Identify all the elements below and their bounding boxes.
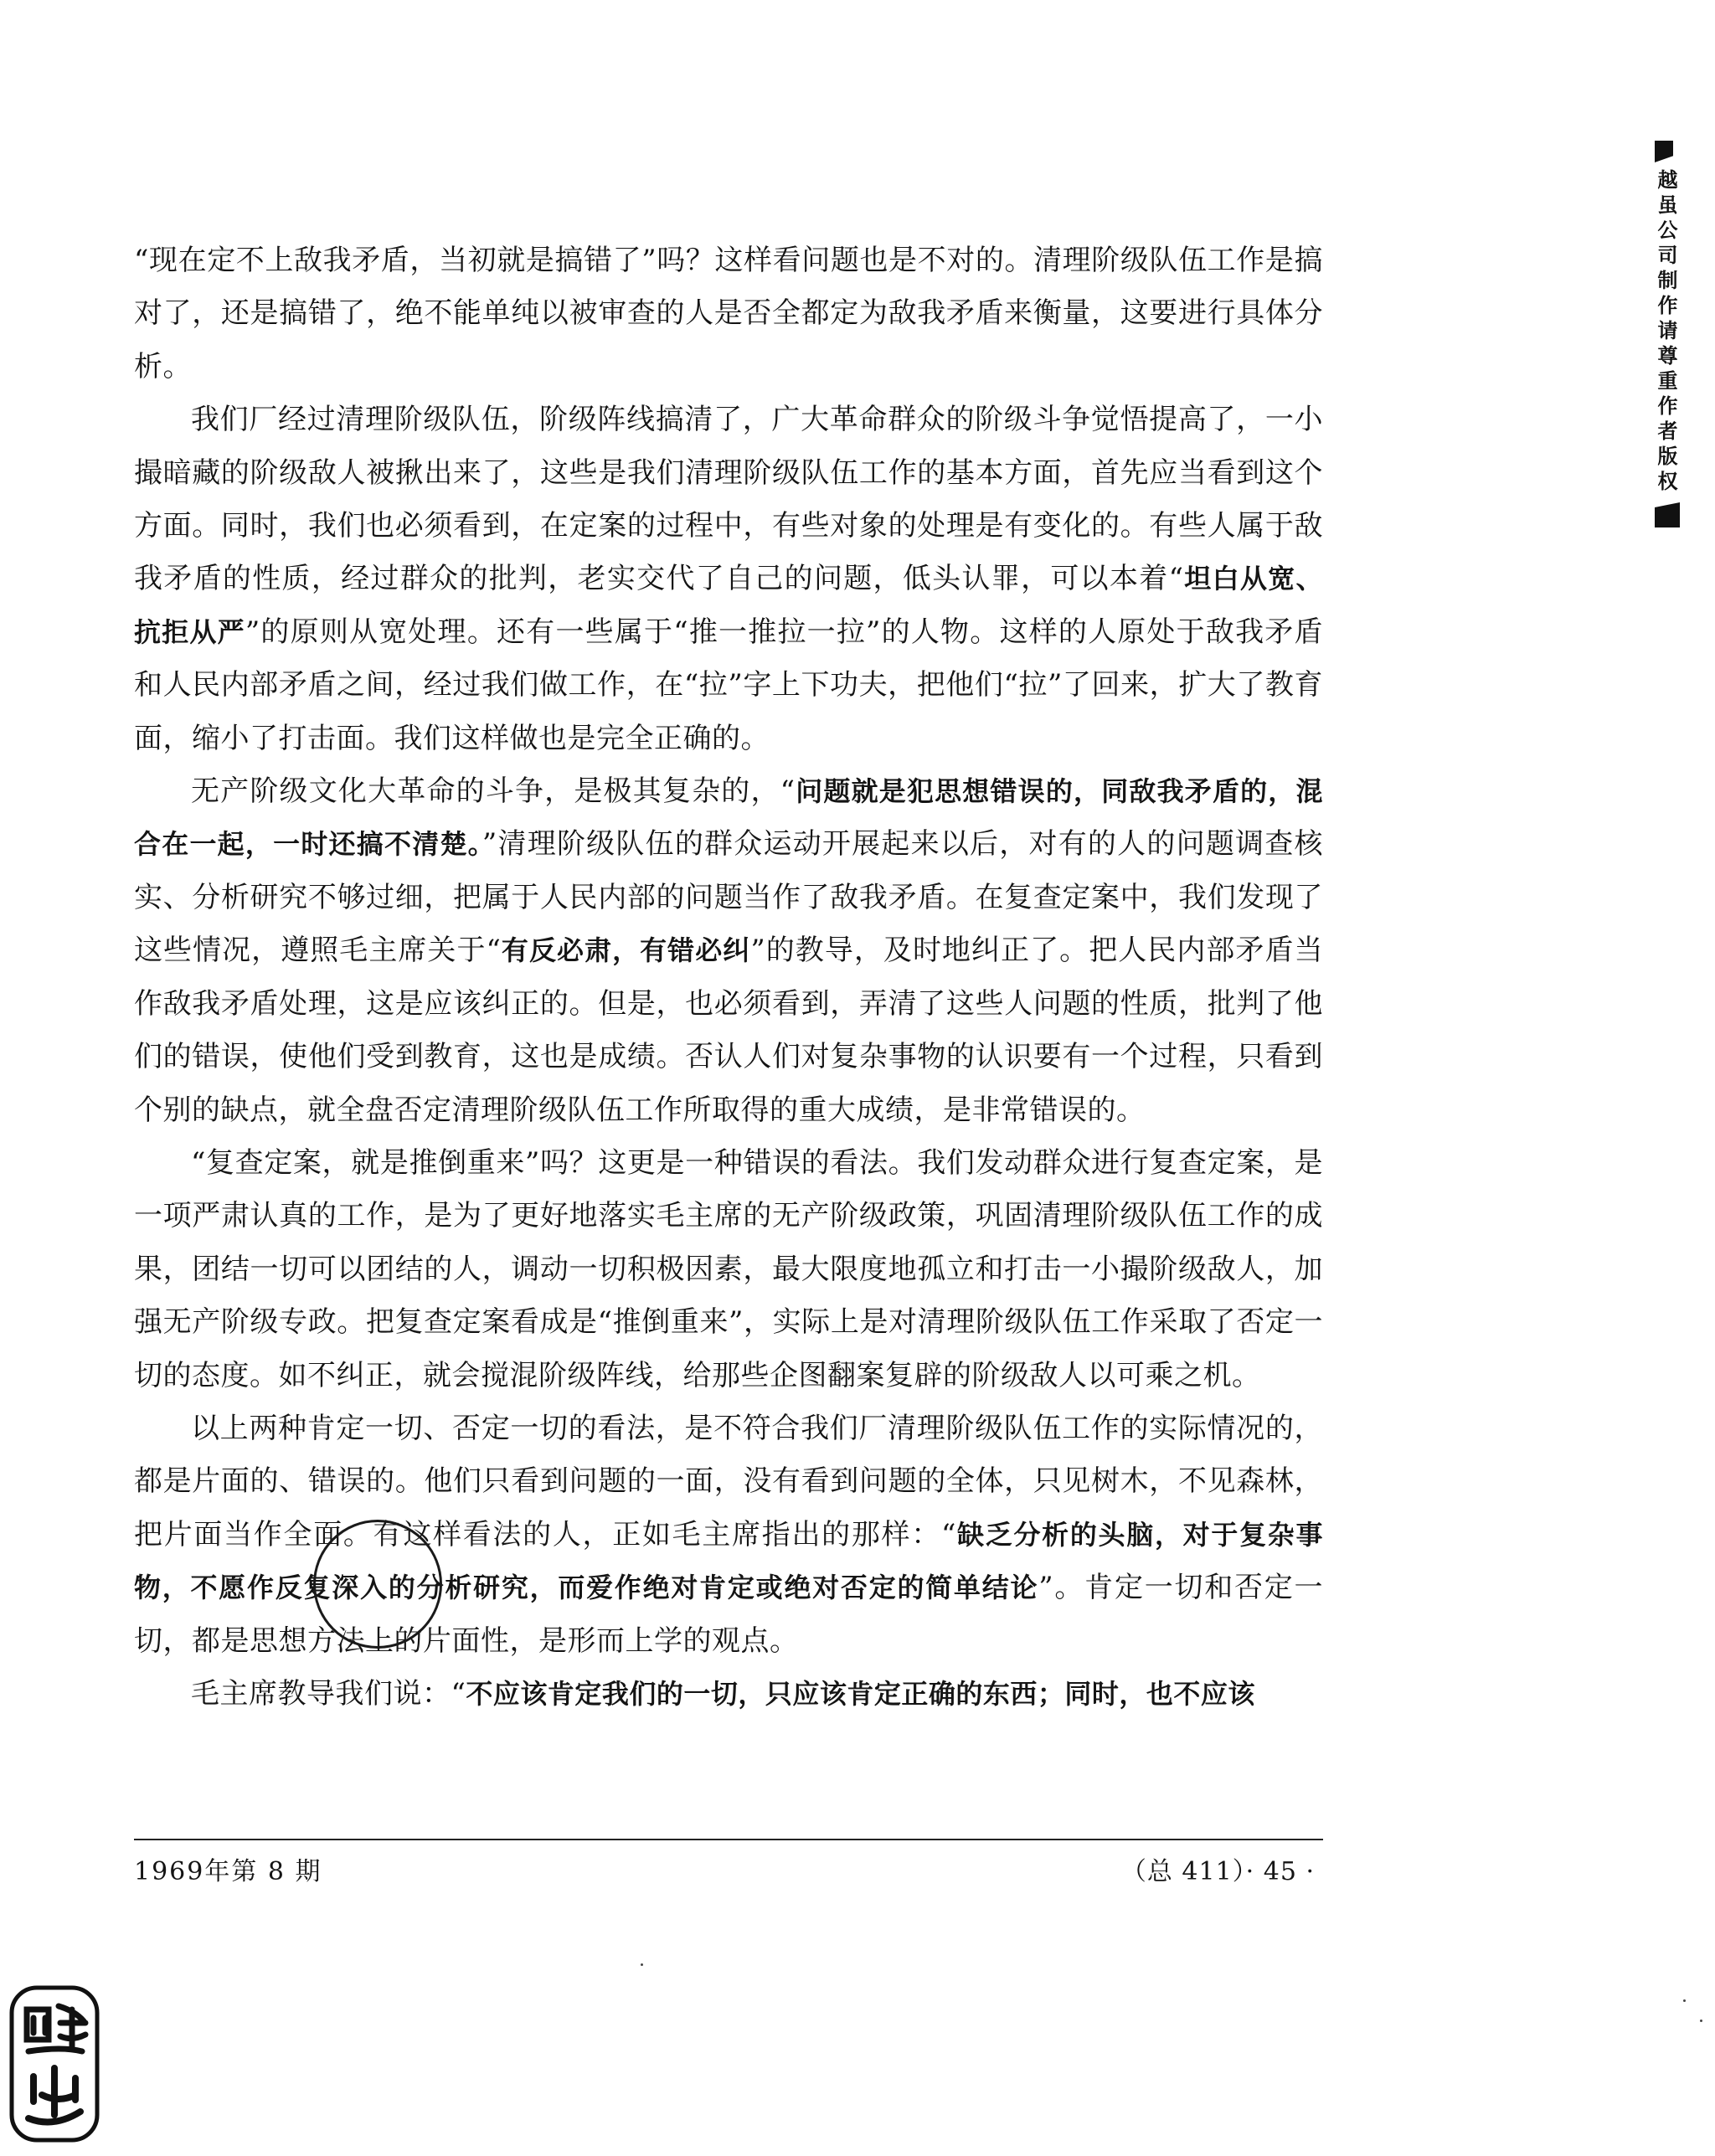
paragraph-text: 我们厂经过清理阶级队伍，阶级阵线搞清了，广大革命群众的阶级斗争觉悟提高了，一小撮暗藏的阶级敌人被揪出来了，这些是我们清理阶级队伍工作的基本方面，首先应当看到这个方面。同时，我们也必须看到，在定案的过程中，有些对象的处理是有变化的。有些人属于敌我矛盾的性质，经过群众的批判，老实交代了自己的问题，低头认罪，可以本着“	[134, 403, 1323, 596]
paragraph	[134, 1137, 1323, 1402]
article-body	[134, 234, 1323, 1721]
paragraph-text: 毛主席教导我们说：“	[191, 1676, 466, 1711]
paragraph	[134, 394, 1323, 765]
paragraph	[134, 234, 1323, 394]
scan-speck	[641, 1963, 643, 1966]
paragraph-text: ”的原则从宽处理。还有一些属于“推一推拉一拉”的人物。这样的人原处于敌我矛盾和人民内部矛盾之间，经过我们做工作，在“拉”字上下功夫，把他们“拉”了回来，扩大了教育面，缩小了打击面。我们这样做也是完全正确的。	[134, 615, 1323, 755]
footer-rule	[134, 1839, 1323, 1840]
scan-speck	[1700, 2020, 1702, 2022]
copyright-notice: 越虽公司制作请尊重作者版权	[1654, 169, 1677, 496]
paragraph-text: “复查定案，就是推倒重来”吗？这更是一种错误的看法。我们发动群众进行复查定案，是一项严肃认真的工作，是为了更好地落实毛主席的无产阶级政策，巩固清理阶级队伍工作的成果，团结一切可以团结的人，调动一切积极因素，最大限度地孤立和打击一小撮阶级敌人，加强无产阶级专政。把复查定案看成是“推倒重来”，实际上是对清理阶级队伍工作采取了否定一切的态度。如不纠正，就会搅混阶级阵线，给那些企图翻案复辟的阶级敌人以可乘之机。	[134, 1145, 1323, 1392]
paragraph	[134, 1402, 1323, 1668]
quoted-emphasis-text: 不应该肯定我们的一切，只应该肯定正确的东西；同时，也不应该	[466, 1677, 1255, 1710]
page-number: （总 411）· 45 ·	[1120, 1857, 1315, 1886]
strip-top-bar	[1655, 141, 1673, 162]
pen-circle-mark	[313, 1520, 442, 1649]
seal-stamp-icon	[8, 1984, 100, 2143]
quoted-emphasis-text: 坦白从宽、抗拒从严	[134, 563, 1323, 648]
scan-speck	[1683, 1999, 1686, 2002]
quoted-emphasis-text: 缺乏分析的头脑，对于复杂事物，不愿作反复深入的分析研究，而爱作绝对肯定或绝对否定的简单结论	[134, 1518, 1323, 1604]
issue-label: 1969年第 8 期	[134, 1857, 322, 1886]
quoted-emphasis-text: 有反必肃，有错必纠	[501, 934, 751, 967]
paragraph-text: ”。肯定一切和否定一切，都是思想方法上的片面性，是形而上学的观点。	[134, 1571, 1323, 1658]
paragraph-text: “现在定不上敌我矛盾，当初就是搞错了”吗？这样看问题也是不对的。清理阶级队伍工作是搞对了，还是搞错了，绝不能单纯以被审查的人是否全都定为敌我矛盾来衡量，这要进行具体分析。	[134, 244, 1323, 383]
strip-bottom-bar	[1655, 502, 1680, 527]
paragraph-text: ”的教导，及时地纠正了。把人民内部矛盾当作敌我矛盾处理，这是应该纠正的。但是，也必须看到，弄清了这些人问题的性质，批判了他们的错误，使他们受到教育，这也是成绩。否认人们对复杂事物的认识要有一个过程，只看到个别的缺点，就全盘否定清理阶级队伍工作所取得的重大成绩，是非常错误的。	[134, 934, 1323, 1127]
paragraph	[134, 1668, 1323, 1721]
copyright-strip	[1651, 141, 1685, 527]
paragraph-text: 以上两种肯定一切、否定一切的看法，是不符合我们厂清理阶级队伍工作的实际情况的，都是片面的、错误的。他们只看到问题的一面，没有看到问题的全体，只见树木，不见森林，把片面当作全面。有这样看法的人，正如毛主席指出的那样：“	[134, 1411, 1323, 1551]
paragraph	[134, 765, 1323, 1137]
quoted-emphasis-text: 问题就是犯思想错误的，同敌我矛盾的，混合在一起，一时还搞不清楚。	[134, 775, 1323, 861]
paragraph-text: 无产阶级文化大革命的斗争，是极其复杂的，“	[191, 774, 796, 809]
paragraph-text: ”清理阶级队伍的群众运动开展起来以后，对有的人的问题调查核实、分析研究不够过细，把属于人民内部的问题当作了敌我矛盾。在复查定案中，我们发现了这些情况，遵照毛主席关于“	[134, 827, 1323, 968]
